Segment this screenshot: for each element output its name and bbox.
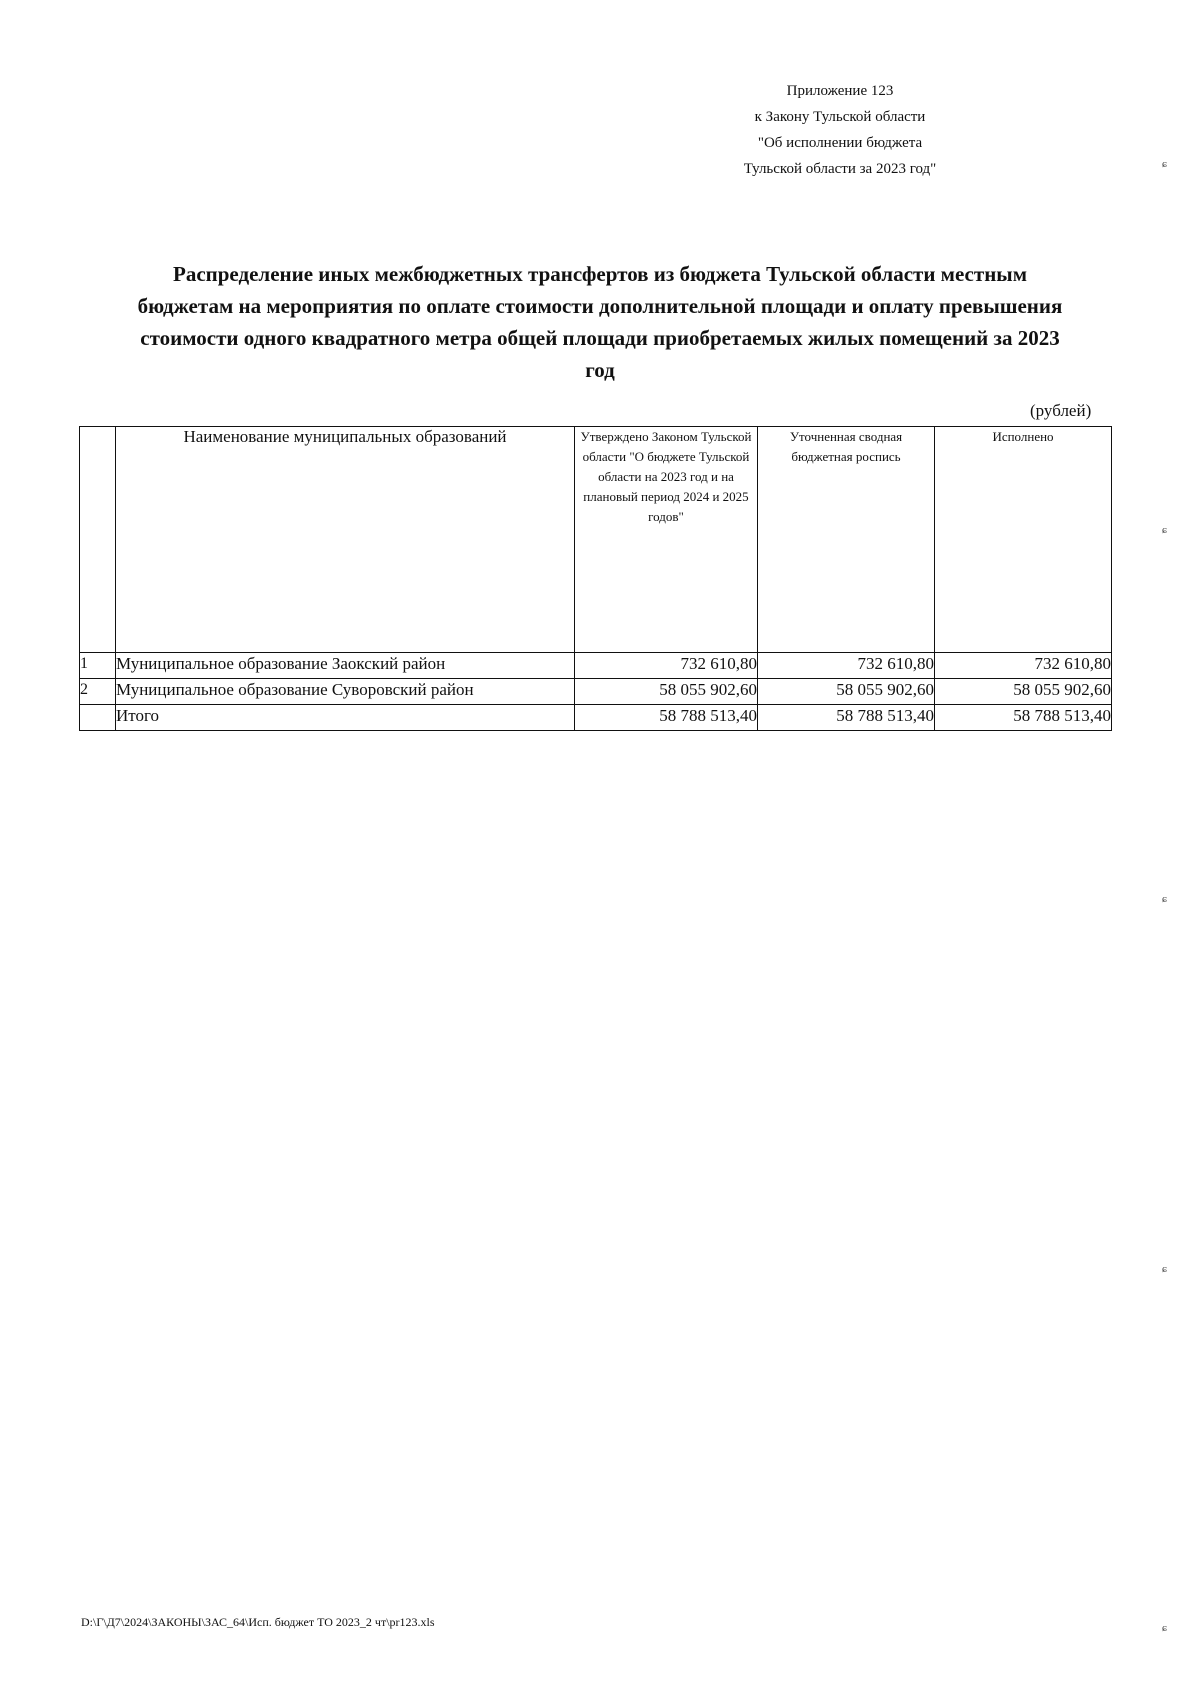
header-executed: Исполнено — [935, 427, 1112, 653]
document-title — [90, 258, 1110, 386]
appendix-line-1: Приложение 123 — [786, 83, 894, 99]
scan-mark: ɕ — [1162, 1263, 1167, 1275]
header-approved: Утверждено Законом Тульской области "О бюджете Тульской области на 2023 год и на плановый период 2024 и 2025 годов" — [575, 427, 758, 653]
header-name: Наименование муниципальных образований — [116, 427, 575, 653]
row-name: Итого — [116, 705, 575, 731]
row-index: 2 — [80, 679, 116, 705]
table-row — [80, 679, 1112, 705]
row-approved: 732 610,80 — [575, 653, 758, 679]
row-approved: 58 055 902,60 — [575, 679, 758, 705]
row-name: Муниципальное образование Суворовский район — [116, 679, 575, 705]
table-row — [80, 653, 1112, 679]
title-line-1: Распределение иных межбюджетных трансфертов из бюджета Тульской области местным — [173, 262, 1027, 286]
title-line-3: стоимости одного квадратного метра общей площади приобретаемых жилых помещений за 2023 — [140, 326, 1060, 350]
row-revised: 58 055 902,60 — [758, 679, 935, 705]
row-index — [80, 705, 116, 731]
appendix-line-4: Тульской области за 2023 год" — [743, 161, 937, 177]
transfers-table — [79, 426, 1112, 731]
header-index — [80, 427, 116, 653]
appendix-header — [680, 78, 1000, 182]
row-executed: 58 055 902,60 — [935, 679, 1112, 705]
scan-mark: ɕ — [1162, 524, 1167, 536]
units-label: (рублей) — [1030, 401, 1092, 420]
title-line-2: бюджетам на мероприятия по оплате стоимости дополнительной площади и оплату превышения — [137, 294, 1063, 318]
title-line-4: год — [585, 358, 615, 382]
row-approved: 58 788 513,40 — [575, 705, 758, 731]
row-index: 1 — [80, 653, 116, 679]
scan-mark: ɕ — [1162, 158, 1167, 170]
scan-mark: ɕ — [1162, 893, 1167, 905]
table-header-row — [80, 427, 1112, 653]
row-executed: 58 788 513,40 — [935, 705, 1112, 731]
row-executed: 732 610,80 — [935, 653, 1112, 679]
row-revised: 732 610,80 — [758, 653, 935, 679]
file-path-footer: D:\Г\Д7\2024\ЗАКОНЫ\ЗАС_64\Исп. бюджет ТО 2023_2 чт\pr123.xls — [81, 1615, 435, 1629]
scan-mark: ɕ — [1162, 1622, 1167, 1634]
row-name: Муниципальное образование Заокский район — [116, 653, 575, 679]
header-revised: Уточненная сводная бюджетная роспись — [758, 427, 935, 653]
table-total-row — [80, 705, 1112, 731]
row-revised: 58 788 513,40 — [758, 705, 935, 731]
appendix-line-3: "Об исполнении бюджета — [757, 135, 923, 151]
appendix-line-2: к Закону Тульской области — [754, 109, 926, 125]
